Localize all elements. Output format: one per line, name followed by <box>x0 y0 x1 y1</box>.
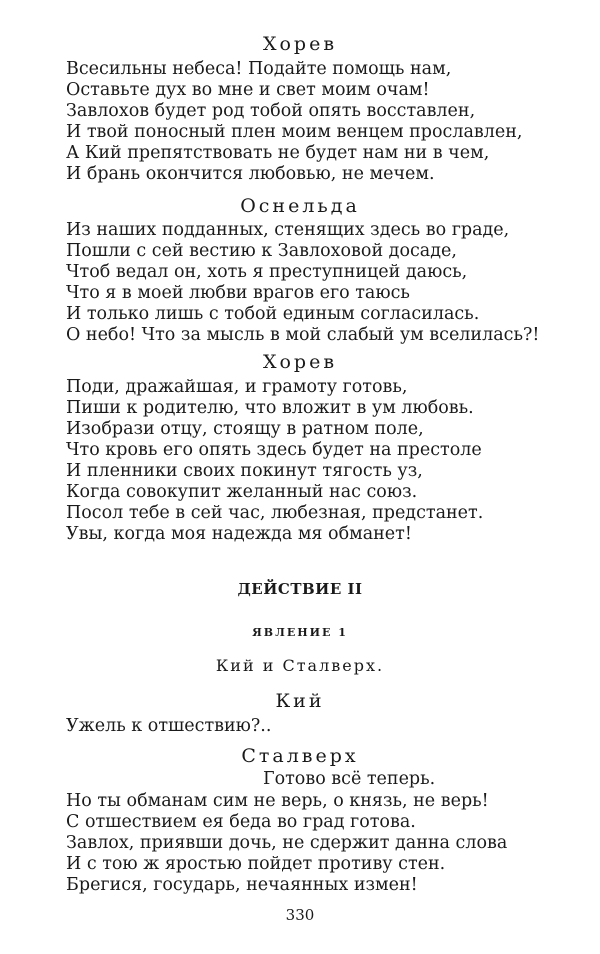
verse-line: Завлох, приявши дочь, не сдержит данна слова <box>66 833 508 853</box>
verse-line: Изобрази отцу, стоящу в ратном поле, <box>66 419 424 439</box>
speaker-name: Хорев <box>262 351 338 373</box>
verse-line: Оставьте дух во мне и свет моим очам! <box>66 80 430 100</box>
page-number: 330 <box>285 906 315 924</box>
speaker-name: Хорев <box>262 33 338 55</box>
verse-line: И пленники своих покинут тягость уз, <box>66 461 423 481</box>
verse-line: Что кровь его опять здесь будет на престоле <box>66 440 482 460</box>
verse-line: И только лишь с тобой единым согласилась. <box>66 304 480 324</box>
verse-line: А Кий препятствовать не будет нам ни в чем, <box>66 143 490 163</box>
verse-block <box>66 59 522 185</box>
verse-line: Но ты обманам сим не верь, о князь, не верь! <box>66 791 489 811</box>
verse-line: Из наших подданных, стенящих здесь во граде, <box>66 220 510 240</box>
verse-line: И твой поносный плен моим венцем прославлен, <box>66 122 523 142</box>
verse-block <box>66 377 483 545</box>
verse-line: Поди, дражайшая, и грамоту готовь, <box>66 377 408 397</box>
act-title: ДЕЙСТВИЕ II <box>237 580 363 598</box>
verse-line: О небо! Что за мысль в мой слабый ум вселилась?! <box>66 325 540 345</box>
verse-line: И брань окончится любовью, не мечем. <box>66 164 435 184</box>
verse-line: С отшествием ея беда во град готова. <box>66 812 416 832</box>
verse-line: Ужель к отшествию?.. <box>66 716 272 736</box>
verse-line: Брегися, государь, нечаянных измен! <box>66 875 418 895</box>
verse-line: Готово всё теперь. <box>263 769 436 789</box>
verse-block <box>66 791 507 896</box>
scene-title: ЯВЛЕНИЕ 1 <box>252 626 348 639</box>
stage-direction: Кий и Сталверх. <box>215 656 385 675</box>
verse-line: Всесильны небеса! Подайте помощь нам, <box>66 59 452 79</box>
verse-line: Чтоб ведал он, хоть я преступницей даюсь, <box>66 262 468 282</box>
verse-line: Посол тебе в сей час, любезная, предстанет. <box>66 503 484 523</box>
speaker-name: Сталверх <box>241 745 359 767</box>
verse-line: Увы, когда моя надежда мя обманет! <box>66 524 412 544</box>
speaker-name: Кий <box>275 690 325 712</box>
verse-line: Пиши к родителю, что вложит в ум любовь. <box>66 398 474 418</box>
verse-line: Что я в моей любви врагов его таюсь <box>66 283 410 303</box>
verse-line: Завлохов будет род тобой опять восставлен, <box>66 101 476 121</box>
verse-line: Когда совокупит желанный нас союз. <box>66 482 418 502</box>
verse-line: И с тою ж яростью пойдет противу стен. <box>66 854 446 874</box>
speaker-name: Оснельда <box>240 195 360 217</box>
verse-block <box>66 220 539 346</box>
verse-line: Пошли с сей вестию к Завлоховой досаде, <box>66 241 457 261</box>
